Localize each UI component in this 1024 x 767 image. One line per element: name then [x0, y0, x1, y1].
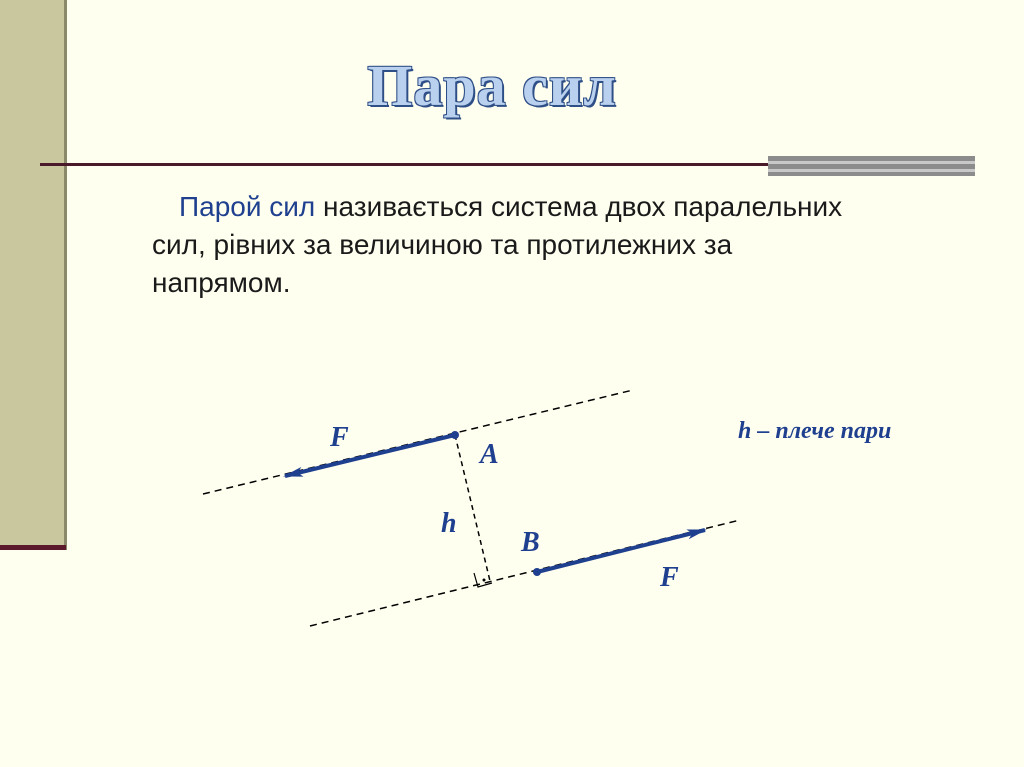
definition-term: Парой сил [179, 191, 316, 222]
arm-label: h [441, 508, 457, 539]
point-b-label: B [521, 527, 540, 558]
force-label-bottom: F [660, 562, 679, 593]
definition-body: називається система двох паралельних сил, рівних за величиною та протилежних за напрямом. [152, 191, 843, 298]
slide-title: Пара сил [367, 53, 617, 118]
force-label-top: F [330, 422, 349, 453]
force-vector-bottom [537, 530, 705, 572]
force-vector-top [285, 435, 455, 476]
arm-legend: h – плече пари [738, 418, 892, 444]
point-a-label: A [480, 439, 499, 470]
point-a [451, 431, 459, 439]
right-angle-dot [483, 579, 486, 582]
point-b [533, 568, 541, 576]
